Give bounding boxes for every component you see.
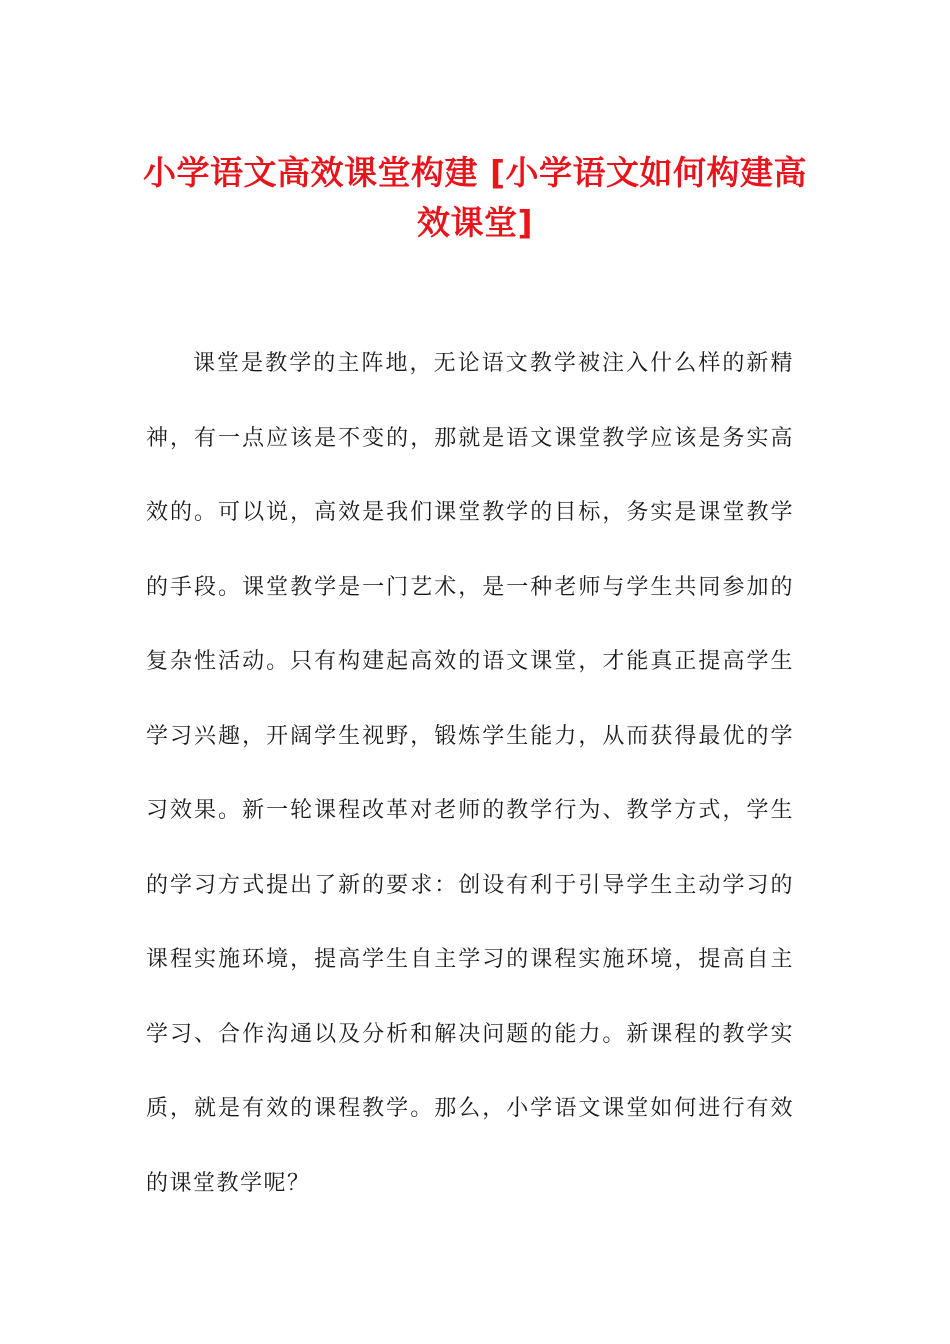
document-title: 小学语文高效课堂构建 [小学语文如何构建高效课堂] [142,153,808,242]
body-paragraph: 课堂是教学的主阵地，无论语文教学被注入什么样的新精神，有一点应该是不变的，那就是语文课堂教学应该是务实高效的。可以说，高效是我们课堂教学的目标，务实是课堂教学的手段。课堂教学是一门艺术，是一种老师与学生共同参加的复杂性活动。只有构建起高效的语文课堂，才能真正提高学生学习兴趣，开阔学生视野，锻炼学生能力，从而获得最优的学习效果。新一轮课程改革对老师的教学行为、教学方式，学生的学习方式提出了新的要求：创设有利于引导学生主动学习的课程实施环境，提高学生自主学习的课程实施环境，提高自主学习、合作沟通以及分析和解决问题的能力。新课程的教学实质，就是有效的课程教学。那么，小学语文课堂如何进行有效的课堂教学呢？ [146,351,794,1196]
